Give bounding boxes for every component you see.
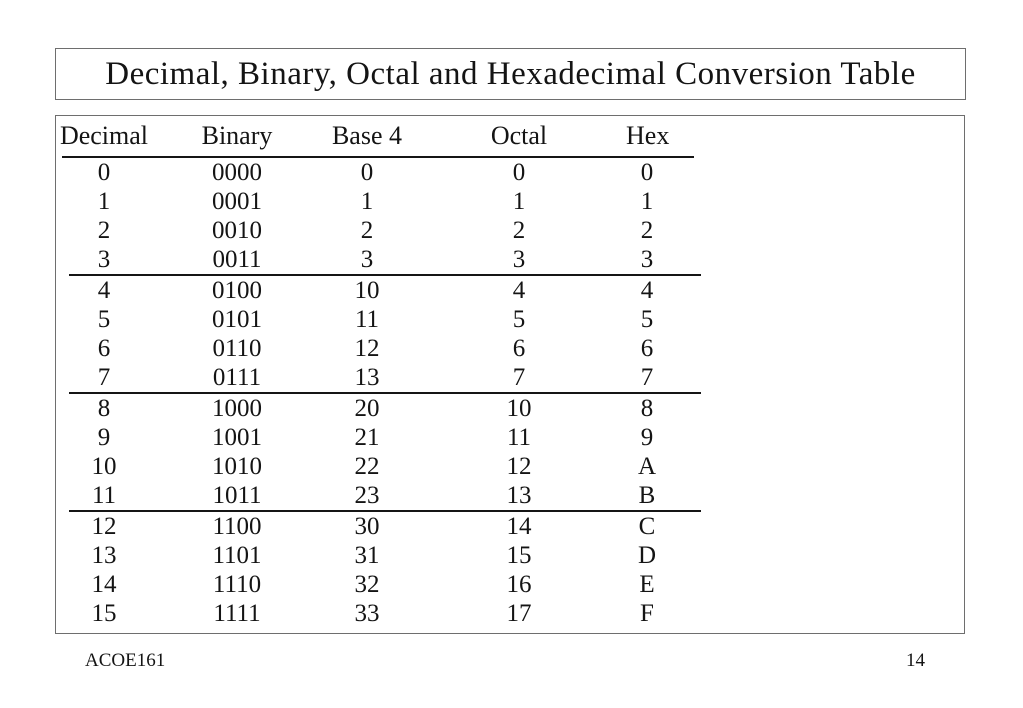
table-cell: 10 — [354, 276, 380, 304]
table-cell: 1011 — [212, 481, 262, 509]
title-box — [55, 48, 966, 100]
table-row — [56, 512, 716, 541]
table-cell: 23 — [354, 481, 380, 509]
table-cell: B — [638, 481, 656, 509]
table-cell: D — [637, 541, 657, 569]
table-cell: 0110 — [212, 334, 262, 362]
table-cell: 0 — [97, 158, 111, 186]
table-row — [56, 158, 716, 187]
table-cell: 20 — [354, 394, 380, 422]
table-cell: 5 — [97, 305, 111, 333]
table-cell: 13 — [506, 481, 532, 509]
table-cell: 13 — [354, 363, 380, 391]
table-cell: 30 — [354, 512, 380, 540]
table-header-row — [56, 116, 716, 156]
table-cell: 4 — [97, 276, 111, 304]
table-cell: 10 — [506, 394, 532, 422]
table-cell: 8 — [640, 394, 654, 422]
table-cell: 31 — [354, 541, 380, 569]
table-cell: 12 — [354, 334, 380, 362]
table-row — [56, 541, 716, 570]
table-row — [56, 187, 716, 216]
table-cell: 2 — [640, 216, 654, 244]
table-row — [56, 599, 716, 628]
table-cell: 17 — [506, 599, 532, 627]
table-cell: E — [639, 570, 655, 598]
table-cell: 1001 — [212, 423, 262, 451]
table-cell: 1010 — [212, 452, 262, 480]
table-cell: 21 — [354, 423, 380, 451]
table-cell: 8 — [97, 394, 111, 422]
table-cell: 5 — [512, 305, 526, 333]
table-cell: 1101 — [212, 541, 262, 569]
row-group-3 — [56, 512, 716, 628]
table-cell: 0011 — [212, 245, 262, 273]
table-cell: 3 — [360, 245, 374, 273]
table-cell: 2 — [512, 216, 526, 244]
table-row — [56, 276, 716, 305]
table-cell: 3 — [640, 245, 654, 273]
table-cell: 11 — [354, 305, 380, 333]
table-cell: 7 — [512, 363, 526, 391]
row-group-1 — [56, 276, 716, 392]
table-cell: 9 — [640, 423, 654, 451]
table-cell: 0000 — [212, 158, 262, 186]
table-cell: 12 — [91, 512, 117, 540]
table-row — [56, 216, 716, 245]
table-cell: A — [637, 452, 657, 480]
table-cell: 1111 — [213, 599, 261, 627]
table-cell: 2 — [97, 216, 111, 244]
table-cell: 6 — [97, 334, 111, 362]
table-cell: 11 — [91, 481, 117, 509]
table-cell: 6 — [640, 334, 654, 362]
table-cell: 22 — [354, 452, 380, 480]
table-row — [56, 570, 716, 599]
table-cell: 1 — [512, 187, 526, 215]
conversion-table-box — [55, 115, 965, 634]
table-cell: 4 — [640, 276, 654, 304]
table-cell: 15 — [91, 599, 117, 627]
column-header-decimal: Decimal — [59, 121, 149, 150]
table-cell: 16 — [506, 570, 532, 598]
footer-page-number: 14 — [906, 650, 925, 671]
table-cell: 0100 — [212, 276, 262, 304]
table-cell: 1110 — [212, 570, 262, 598]
table-cell: 5 — [640, 305, 654, 333]
table-row — [56, 305, 716, 334]
table-cell: 4 — [512, 276, 526, 304]
table-cell: 0101 — [212, 305, 262, 333]
table-cell: 7 — [640, 363, 654, 391]
table-cell: 1000 — [212, 394, 262, 422]
table-cell: 1 — [97, 187, 111, 215]
table-cell: 0 — [512, 158, 526, 186]
column-header-binary: Binary — [201, 121, 273, 150]
column-header-octal: Octal — [490, 121, 548, 150]
table-row — [56, 394, 716, 423]
row-group-0 — [56, 158, 716, 274]
column-header-base4: Base 4 — [331, 121, 403, 150]
table-cell: C — [638, 512, 656, 540]
table-cell: 1 — [360, 187, 374, 215]
table-cell: 9 — [97, 423, 111, 451]
table-cell: 10 — [91, 452, 117, 480]
row-group-2 — [56, 394, 716, 510]
table-row — [56, 334, 716, 363]
table-cell: 14 — [506, 512, 532, 540]
table-row — [56, 245, 716, 274]
table-row — [56, 452, 716, 481]
table-cell: 0 — [640, 158, 654, 186]
table-cell: 15 — [506, 541, 532, 569]
table-row — [56, 481, 716, 510]
table-cell: 0001 — [212, 187, 262, 215]
table-cell: 0 — [360, 158, 374, 186]
column-header-hex: Hex — [626, 121, 670, 150]
table-cell: 1100 — [212, 512, 262, 540]
table-cell: 2 — [360, 216, 374, 244]
footer-course-code: ACOE161 — [85, 650, 166, 671]
conversion-table — [56, 116, 716, 628]
table-cell: 3 — [97, 245, 111, 273]
table-cell: 7 — [97, 363, 111, 391]
table-row — [56, 363, 716, 392]
table-cell: 0010 — [212, 216, 262, 244]
table-cell: 33 — [354, 599, 380, 627]
table-cell: F — [640, 599, 654, 627]
table-cell: 0111 — [212, 363, 262, 391]
table-cell: 11 — [506, 423, 532, 451]
table-cell: 32 — [354, 570, 380, 598]
slide-title: Decimal, Binary, Octal and Hexadecimal Conversion Table — [105, 55, 916, 92]
table-cell: 12 — [506, 452, 532, 480]
table-cell: 3 — [512, 245, 526, 273]
table-row — [56, 423, 716, 452]
table-cell: 14 — [91, 570, 117, 598]
table-cell: 1 — [640, 187, 654, 215]
table-cell: 13 — [91, 541, 117, 569]
table-cell: 6 — [512, 334, 526, 362]
